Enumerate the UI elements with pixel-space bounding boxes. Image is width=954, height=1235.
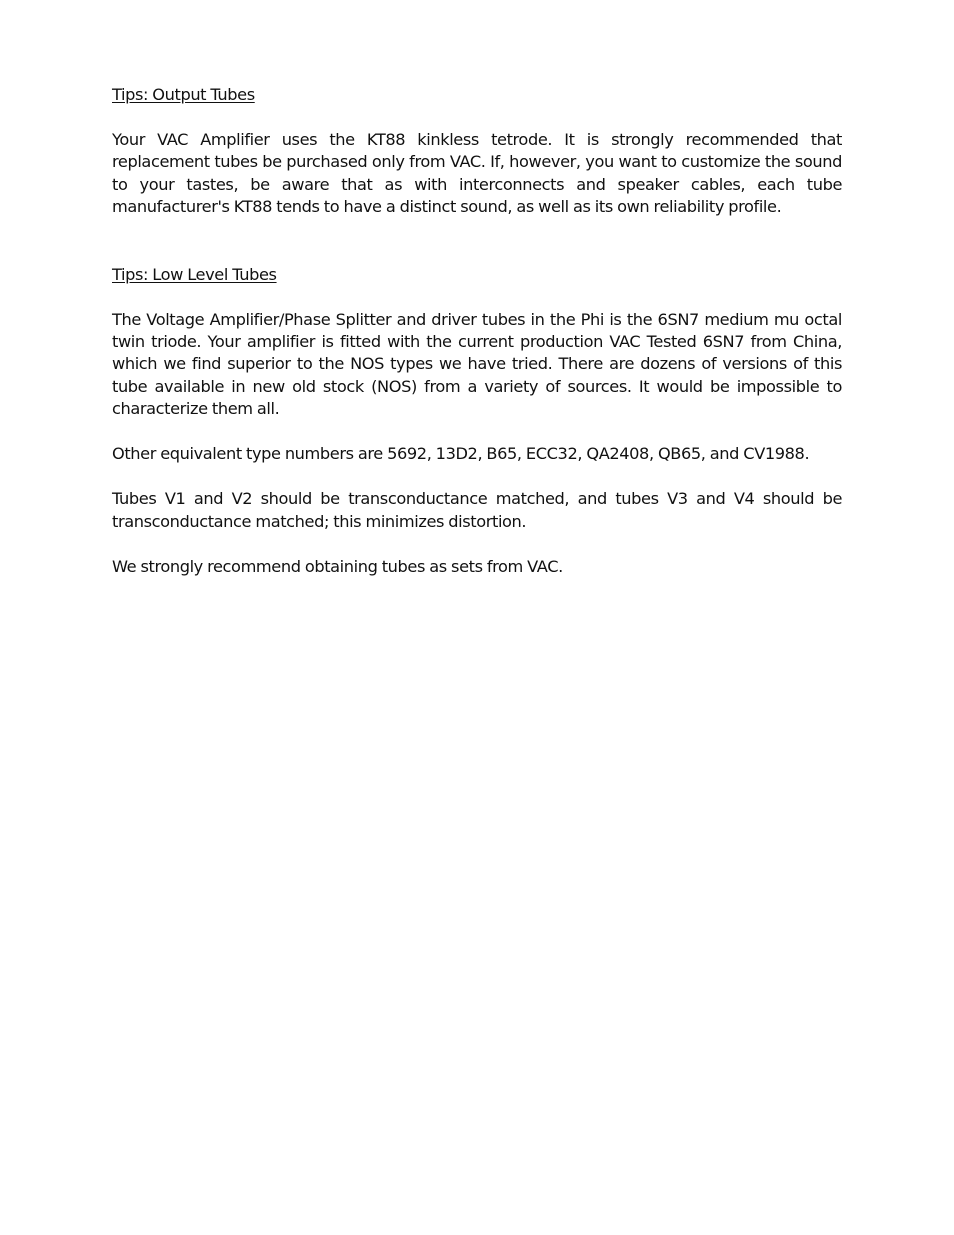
- document-page: [112, 84, 842, 578]
- section-low-level-tubes: [112, 264, 842, 578]
- paragraph: Tubes V1 and V2 should be transconductance matched, and tubes V3 and V4 should be transconductance matched; this minimizes distortion.: [112, 489, 842, 531]
- paragraph: Other equivalent type numbers are 5692, 13D2, B65, ECC32, QA2408, QB65, and CV1988.: [112, 444, 810, 464]
- section-spacer: [112, 219, 842, 241]
- paragraph: We strongly recommend obtaining tubes as sets from VAC.: [112, 556, 563, 576]
- section-heading: Tips: Output Tubes: [112, 85, 255, 104]
- section-heading: Tips: Low Level Tubes: [112, 264, 277, 284]
- section-output-tubes: [112, 84, 842, 219]
- paragraph: Your VAC Amplifier uses the KT88 kinkless tetrode. It is strongly recommended that replacement tubes be purchased only from VAC. If, however, you want to customize the sound to your tastes, be aware that as with interconnects and speaker cables, each tube manufacturer's KT88 tends to have a distinct sound, as well as its own reliability profile.: [112, 130, 842, 217]
- paragraph: The Voltage Amplifier/Phase Splitter and driver tubes in the Phi is the 6SN7 medium mu octal twin triode. Your amplifier is fitted with the current production VAC Tested 6SN7 from China, which we find superior to the NOS types we have tried. There are dozens of versions of this tube available in new old stock (NOS) from a variety of sources. It would be impossible to characterize them all.: [112, 309, 842, 419]
